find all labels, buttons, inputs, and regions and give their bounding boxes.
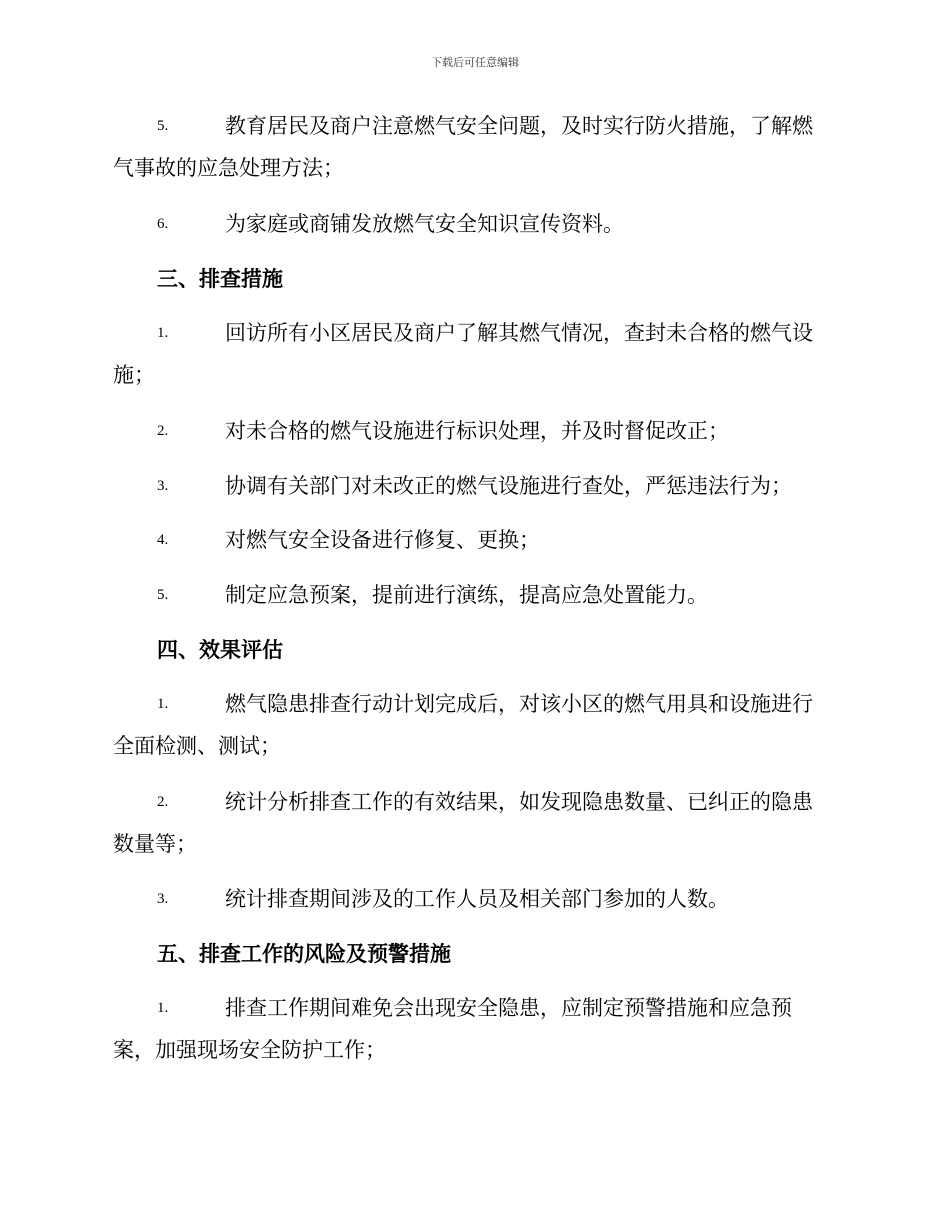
list-item (113, 987, 838, 1071)
section-heading: 五、排查工作的风险及预警措施 (157, 942, 451, 966)
item-text-continued: 案，加强现场安全防护工作； (113, 1038, 386, 1062)
list-item (113, 519, 838, 561)
section-heading: 三、排查措施 (157, 267, 283, 291)
item-text-continued: 数量等； (113, 832, 197, 856)
item-text: 为家庭或商铺发放燃气安全知识宣传资料。 (225, 212, 624, 236)
item-text: 制定应急预案，提前进行演练，提高应急处置能力。 (225, 583, 708, 607)
item-text: 回访所有小区居民及商户了解其燃气情况，查封未合格的燃气设 (225, 321, 813, 345)
item-number: 6. (157, 216, 169, 232)
section-heading: 四、效果评估 (157, 638, 283, 662)
item-number: 5. (157, 118, 169, 134)
list-item (113, 574, 838, 616)
item-text: 对燃气安全设备进行修复、更换； (225, 528, 540, 552)
list-item (113, 312, 838, 396)
item-text: 统计分析排查工作的有效结果，如发现隐患数量、已纠正的隐患 (225, 790, 813, 814)
item-number: 1. (157, 696, 169, 712)
list-item (113, 878, 838, 920)
item-number: 2. (157, 423, 169, 439)
item-text: 对未合格的燃气设施进行标识处理，并及时督促改正； (225, 419, 729, 443)
item-text: 排查工作期间难免会出现安全隐患，应制定预警措施和应急预 (225, 996, 792, 1020)
list-item (113, 105, 838, 189)
page-header: 下载后可任意编辑 (431, 56, 519, 69)
item-text: 协调有关部门对未改正的燃气设施进行查处，严惩违法行为； (225, 474, 792, 498)
item-text-continued: 气事故的应急处理方法； (113, 156, 344, 180)
item-number: 1. (157, 1000, 169, 1016)
item-number: 2. (157, 794, 169, 810)
item-text-continued: 全面检测、测试； (113, 734, 281, 758)
item-text-continued: 施； (113, 363, 155, 387)
list-item (113, 410, 838, 452)
list-item (113, 683, 838, 767)
list-item (113, 465, 838, 507)
item-number: 3. (157, 891, 169, 907)
item-number: 5. (157, 587, 169, 603)
list-item (113, 203, 838, 245)
item-number: 4. (157, 532, 169, 548)
item-text: 统计排查期间涉及的工作人员及相关部门参加的人数。 (225, 887, 729, 911)
list-item (113, 781, 838, 865)
item-text: 燃气隐患排查行动计划完成后，对该小区的燃气用具和设施进行 (225, 692, 813, 716)
item-number: 1. (157, 325, 169, 341)
item-number: 3. (157, 478, 169, 494)
item-text: 教育居民及商户注意燃气安全问题，及时实行防火措施，了解燃 (225, 114, 813, 138)
